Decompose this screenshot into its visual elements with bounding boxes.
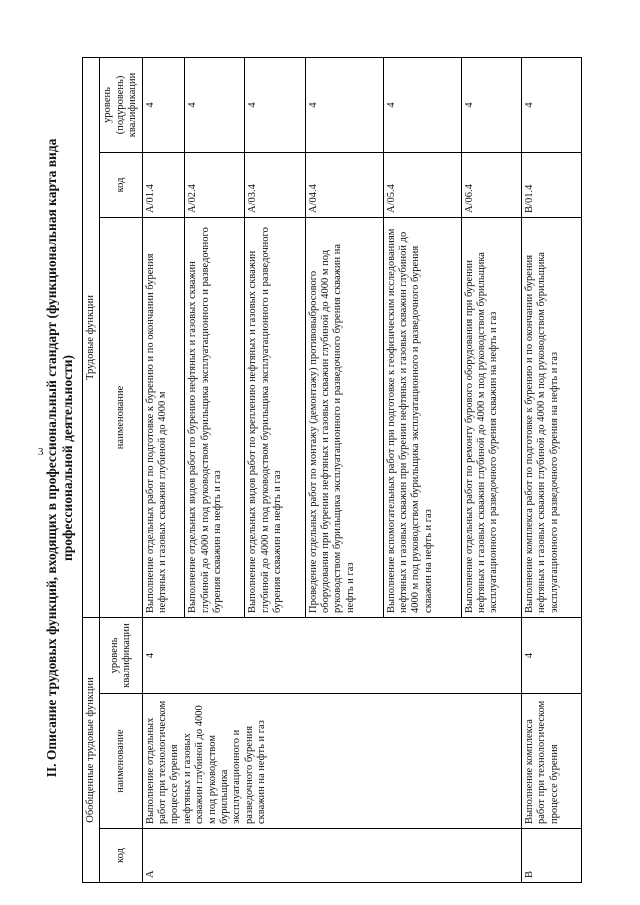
header-level: уровень квалификации bbox=[100, 617, 142, 693]
labor-code: A/01.4 bbox=[142, 152, 185, 217]
labor-code: A/05.4 bbox=[383, 152, 461, 217]
title-line-2: профессиональной деятельности) bbox=[60, 355, 75, 561]
labor-level: 4 bbox=[461, 57, 521, 152]
header-labor-name: наименование bbox=[100, 217, 142, 617]
labor-level: 4 bbox=[185, 57, 245, 152]
header-sublevel: уровень (подуровень) квалификации bbox=[100, 57, 142, 152]
labor-name: Выполнение вспомогательных работ при подготовке к геофизическим исследованиям нефтяных и газовых скважин при бурении нефтяных и газовых скважин глубиной до 4000 м под руководством бурильщика эксплуатационного и разведочного бурения скважин на нефть и газ bbox=[383, 217, 461, 617]
header-generalized: Обобщенные трудовые функции bbox=[83, 617, 100, 882]
labor-level: 4 bbox=[305, 57, 383, 152]
title-line-1: II. Описание трудовых функций, входящих в профессиональный стандарт (функциональная карта вида bbox=[44, 138, 59, 778]
section-title bbox=[44, 33, 76, 883]
header-row-2 bbox=[100, 57, 142, 882]
labor-name: Выполнение отдельных работ по подготовке к бурению и по окончании бурения нефтяных и газовых скважин глубиной до 4000 м bbox=[142, 217, 185, 617]
gen-name-a: Выполнение отдельных работ при технологическом процессе бурения нефтяных и газовых скважин глубиной до 4000 м под руководством бурильщика эксплуатационного и разведочного бурения скважин на нефть и газ bbox=[142, 694, 521, 829]
labor-code: A/06.4 bbox=[461, 152, 521, 217]
labor-name: Выполнение отдельных видов работ по креплению нефтяных и газовых скважин глубиной до 4000 м под руководством бурильщика эксплуатационного и разведочного бурения скважин на нефть и газ bbox=[245, 217, 305, 617]
labor-code: B/01.4 bbox=[521, 152, 581, 217]
rotated-page bbox=[44, 33, 584, 883]
labor-code: A/04.4 bbox=[305, 152, 383, 217]
labor-name: Выполнение отдельных видов работ по бурению нефтяных и газовых скважин глубиной до 4000 м под руководством бурильщика эксплуатационного и разведочного бурения скважин на нефть и газ bbox=[185, 217, 245, 617]
labor-name: Выполнение отдельных работ по ремонту бурового оборудования при бурении нефтяных и газовых скважин глубиной до 4000 м под руководством бурильщика эксплуатационного и разведочного бурения скважин на нефть и газ bbox=[461, 217, 521, 617]
gen-code-b: В bbox=[521, 829, 581, 883]
labor-name: Проведение отдельных работ по монтажу (демонтажу) противовыбросового оборудования при бурении нефтяных и газовых скважин глубиной до 4000 м под руководством бурильщика эксплуатационного и разведочного бурения скважин на нефть и газ bbox=[305, 217, 383, 617]
header-code: код bbox=[100, 829, 142, 883]
labor-code: A/03.4 bbox=[245, 152, 305, 217]
functional-map-table bbox=[82, 57, 582, 883]
labor-level: 4 bbox=[383, 57, 461, 152]
header-labor-code: код bbox=[100, 152, 142, 217]
header-labor: Трудовые функции bbox=[83, 57, 100, 617]
gen-name-b: Выполнение комплекса работ при технологическом процессе бурения bbox=[521, 694, 581, 829]
header-row-1 bbox=[83, 57, 100, 882]
labor-level: 4 bbox=[521, 57, 581, 152]
table-row bbox=[521, 57, 581, 882]
table-row bbox=[142, 57, 185, 882]
gen-level-b: 4 bbox=[521, 617, 581, 693]
labor-code: A/02.4 bbox=[185, 152, 245, 217]
labor-name: Выполнение комплекса работ по подготовке к бурению и по окончании бурения нефтяных и газовых скважин глубиной до 4000 м под руководством бурильщика эксплуатационного и разведочного бурения на нефть и газ bbox=[521, 217, 581, 617]
gen-code-a: А bbox=[142, 829, 521, 883]
gen-level-a: 4 bbox=[142, 617, 521, 693]
labor-level: 4 bbox=[245, 57, 305, 152]
header-name: наименование bbox=[100, 694, 142, 829]
page-number: 3 bbox=[38, 446, 44, 458]
labor-level: 4 bbox=[142, 57, 185, 152]
